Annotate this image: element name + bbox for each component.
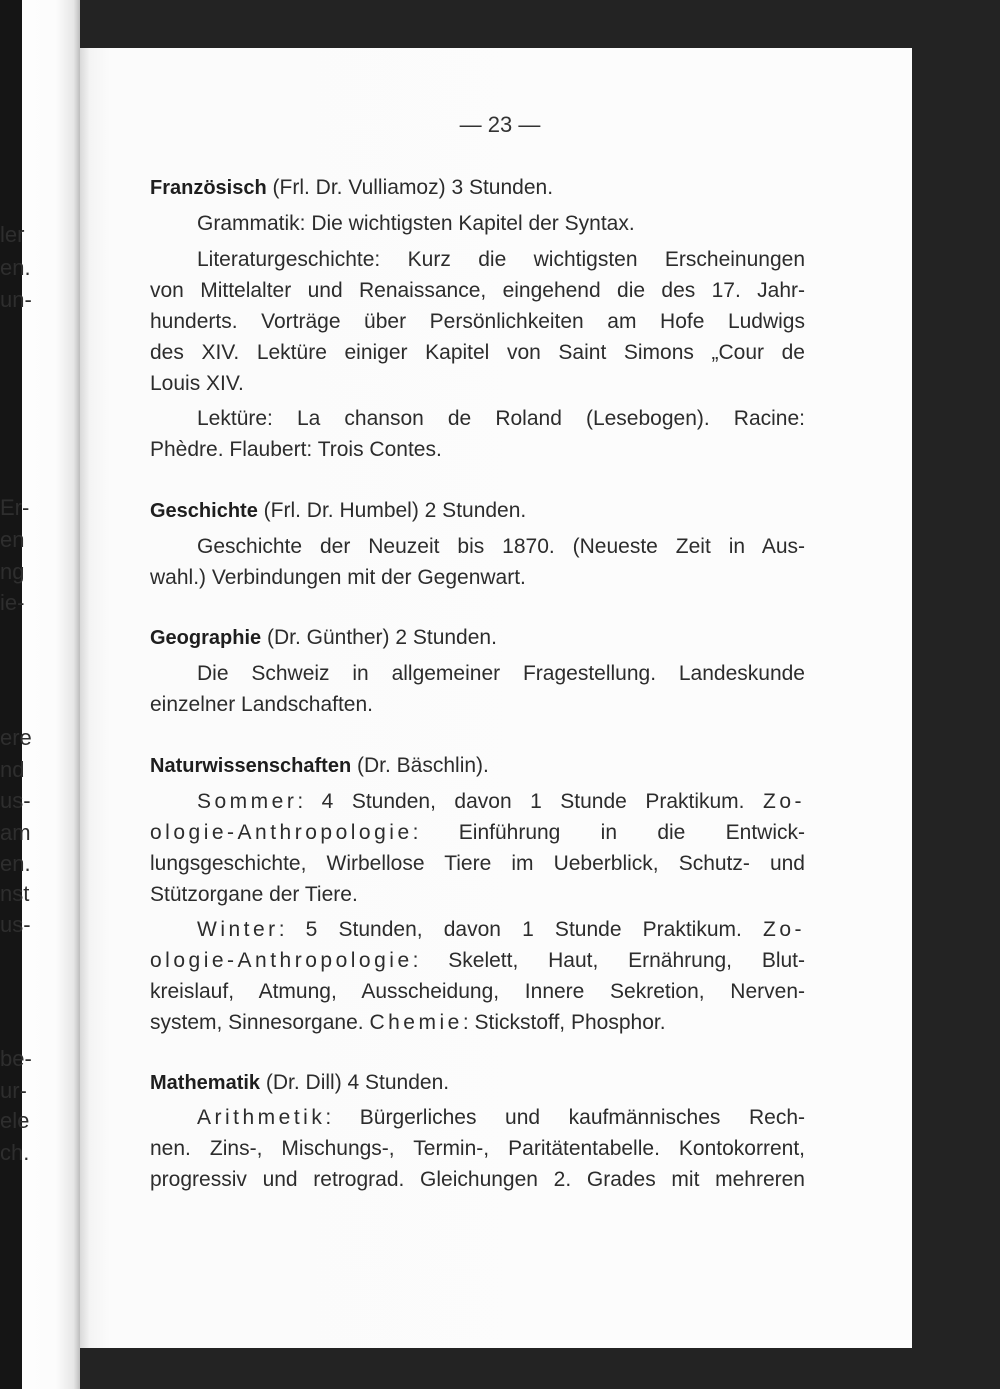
text-line: Lektüre: La chanson de Roland (Lesebogen). Racine: (197, 407, 805, 430)
left-fragment: ele (0, 1108, 30, 1133)
text-line (197, 916, 805, 944)
text-line (150, 819, 805, 847)
text-line (197, 788, 805, 816)
left-fragment: us- (0, 912, 31, 937)
spaced-term: Zo- (763, 790, 806, 813)
left-page-edge (0, 0, 80, 1389)
spaced-term: Winter (197, 918, 279, 941)
text-line: Phèdre. Flaubert: Trois Contes. (150, 438, 442, 461)
left-fragment: ere (0, 725, 32, 750)
left-fragment: us- (0, 788, 31, 813)
page-number: — 23 — (459, 112, 541, 137)
left-fragment: ie- (0, 590, 25, 615)
text-fragment: : 5 Stunden, davon 1 Stunde Praktikum. (278, 918, 742, 941)
section-heading-detail: (Dr. Günther) 2 Stunden. (261, 626, 497, 649)
left-fragment: en (0, 527, 25, 552)
spaced-term: ologie-Anthropologie (150, 949, 413, 972)
text-line (150, 1009, 805, 1037)
text-line: Grammatik: Die wichtigsten Kapitel der Syntax. (197, 212, 635, 235)
left-fragment: ler (0, 222, 25, 247)
text-line: lungsgeschichte, Wirbellose Tiere im Ueberblick, Schutz- und (150, 852, 805, 875)
scan-border (0, 0, 25, 1389)
text-fragment: : Einführung in die Entwick- (412, 821, 805, 844)
text-fragment: : Skelett, Haut, Ernährung, Blut- (412, 949, 805, 972)
section-heading: Mathematik (150, 1072, 261, 1094)
section-heading-detail: (Dr. Dill) 4 Stunden. (260, 1071, 450, 1094)
spaced-term: Sommer (197, 790, 298, 813)
left-fragment: be- (0, 1046, 32, 1071)
text-fragment: system, Sinnesorgane. (150, 1011, 370, 1034)
text-line: einzelner Landschaften. (150, 693, 373, 716)
section-heading-line (150, 497, 805, 525)
text-line: Louis XIV. (150, 372, 244, 395)
text-line: Geschichte der Neuzeit bis 1870. (Neueste Zeit in Aus- (197, 535, 805, 558)
left-fragment: am (0, 820, 31, 845)
text-fragment: : Stickstoff, Phosphor. (462, 1011, 666, 1034)
text-line: des XIV. Lektüre einiger Kapitel von Saint Simons „Cour de (150, 341, 805, 364)
section-heading-detail: (Frl. Dr. Vulliamoz) 3 Stunden. (266, 176, 554, 199)
section-heading-line (150, 624, 805, 652)
section-heading-detail: (Dr. Bäschlin). (351, 754, 489, 777)
left-fragment: ch. (0, 1140, 30, 1165)
section-heading: Naturwissenschaften (150, 755, 352, 777)
section-heading: Französisch (150, 177, 267, 199)
text-line: Stützorgane der Tiere. (150, 883, 358, 906)
left-fragment: ng (0, 559, 25, 584)
section-heading-line (150, 752, 805, 780)
text-line: hunderts. Vorträge über Persönlichkeiten am Hofe Ludwigs (150, 310, 805, 333)
text-fragment: : Bürgerliches und kaufmännisches Rech- (325, 1106, 805, 1129)
left-fragment: nst (0, 881, 30, 906)
section-heading: Geographie (150, 627, 262, 649)
left-fragment: un- (0, 287, 32, 312)
text-fragment: : 4 Stunden, davon 1 Stunde Praktikum. (297, 790, 745, 813)
text-line (197, 1104, 805, 1132)
text-line: progressiv und retrograd. Gleichungen 2. Grades mit mehreren (150, 1168, 805, 1191)
text-line: Die Schweiz in allgemeiner Fragestellung. Landeskunde (197, 662, 805, 685)
left-fragment: nd (0, 757, 25, 782)
left-fragment: ur- (0, 1078, 27, 1103)
text-line (150, 947, 805, 975)
left-fragment: Er- (0, 495, 30, 520)
spaced-term: Arithmetik (197, 1106, 326, 1129)
spaced-term: Zo- (763, 918, 805, 941)
text-line: Literaturgeschichte: Kurz die wichtigsten Erscheinungen (197, 248, 805, 271)
section-heading: Geschichte (150, 500, 258, 522)
section-heading-line (150, 1069, 805, 1097)
spaced-term: Chemie (369, 1011, 463, 1034)
text-line: von Mittelalter und Renaissance, eingehend die des 17. Jahr- (150, 279, 805, 302)
text-line: wahl.) Verbindungen mit der Gegenwart. (150, 566, 526, 589)
left-fragment: en. (0, 255, 31, 280)
left-fragment: en. (0, 851, 31, 876)
text-line: kreislauf, Atmung, Ausscheidung, Innere Sekretion, Nerven- (150, 980, 805, 1003)
section-heading-line (150, 174, 805, 202)
spaced-term: ologie-Anthropologie (150, 821, 413, 844)
text-line: nen. Zins-, Mischungs-, Termin-, Paritätentabelle. Kontokorrent, (150, 1137, 805, 1160)
section-heading-detail: (Frl. Dr. Humbel) 2 Stunden. (257, 499, 527, 522)
